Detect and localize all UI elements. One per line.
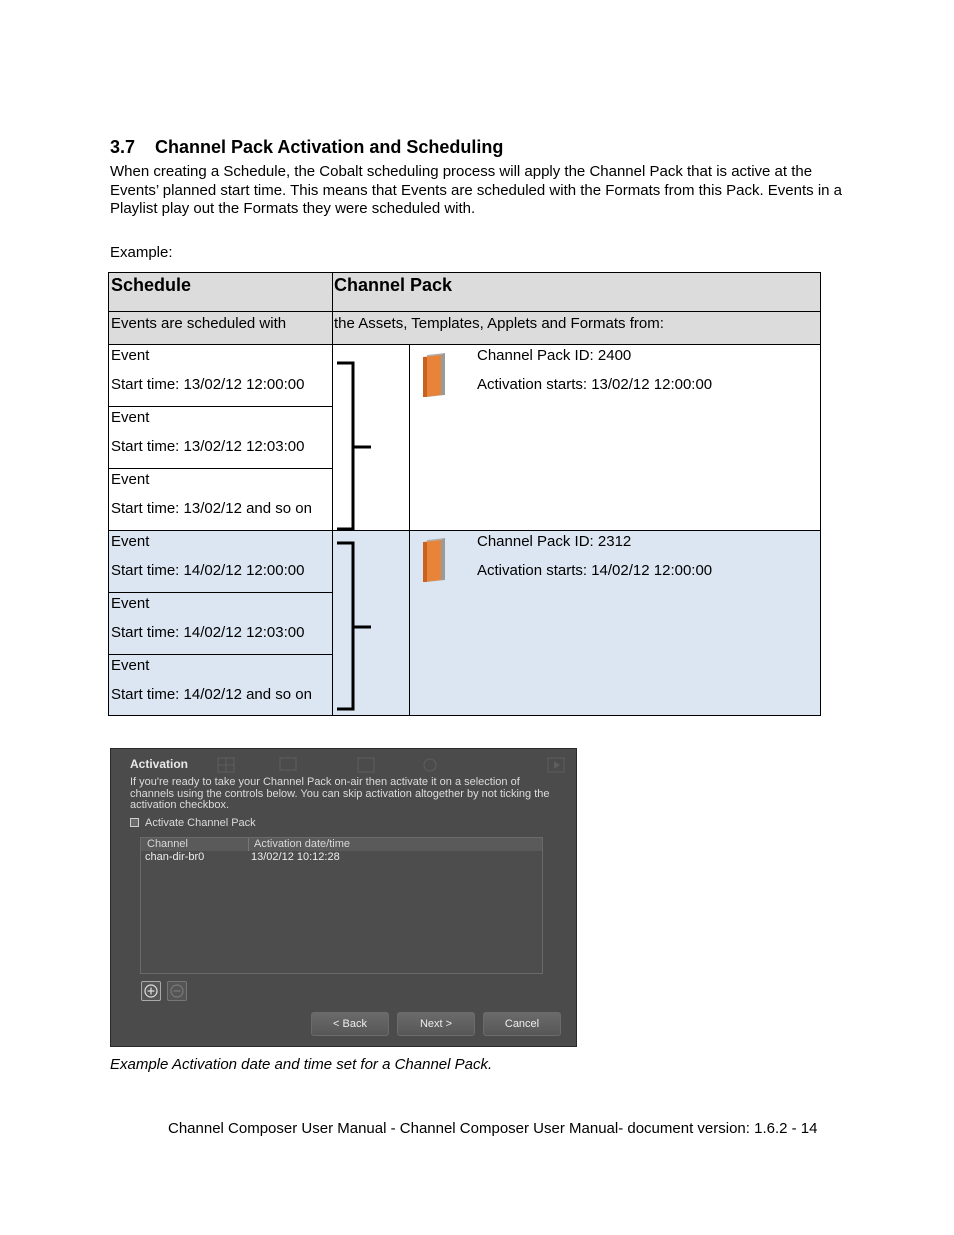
channel-pack-subheader: the Assets, Templates, Applets and Formats from: xyxy=(332,311,820,344)
figure-caption: Example Activation date and time set for a Channel Pack. xyxy=(110,1056,493,1073)
minus-circle-icon xyxy=(170,984,184,998)
column-header-channel[interactable]: Channel xyxy=(147,838,188,850)
column-header-activation[interactable]: Activation date/time xyxy=(254,838,350,850)
channel-activation-list[interactable] xyxy=(140,837,543,974)
row-activation-time: 13/02/12 10:12:28 xyxy=(251,851,340,863)
pack-activation: Activation starts: 14/02/12 12:00:00 xyxy=(477,562,713,579)
cancel-button[interactable]: Cancel xyxy=(483,1012,561,1036)
schedule-table xyxy=(108,272,821,716)
activate-checkbox-label: Activate Channel Pack xyxy=(145,817,256,829)
section-number: 3.7 xyxy=(110,137,136,157)
plus-circle-icon xyxy=(144,984,158,998)
channel-pack-icon xyxy=(419,351,449,399)
back-button[interactable]: < Back xyxy=(311,1012,389,1036)
event-cell: Event Start time: 13/02/12 12:03:00 xyxy=(111,409,305,455)
pack-id: Channel Pack ID: 2400 xyxy=(477,347,632,364)
intro-paragraph: When creating a Schedule, the Cobalt scheduling process will apply the Channel Pack that is active at the Events’ planned start time. This means that Events are scheduled with the Formats from this Pack. Events in a Playlist play out the Formats they were scheduled with. xyxy=(110,163,843,217)
pack-id: Channel Pack ID: 2312 xyxy=(477,533,632,550)
play-icon xyxy=(547,757,565,773)
remove-channel-button[interactable] xyxy=(167,981,187,1001)
event-cell: Event Start time: 14/02/12 12:03:00 xyxy=(111,595,305,641)
activate-checkbox[interactable] xyxy=(130,818,139,827)
pack-activation: Activation starts: 13/02/12 12:00:00 xyxy=(477,376,713,393)
screen-icon xyxy=(279,757,297,773)
activate-checkbox-row[interactable] xyxy=(130,817,256,829)
bracket-group-2 xyxy=(335,541,375,713)
grid-icon xyxy=(217,757,235,773)
next-button[interactable]: Next > xyxy=(397,1012,475,1036)
event-cell: Event Start time: 14/02/12 12:00:00 xyxy=(111,533,305,579)
row-channel: chan-dir-br0 xyxy=(145,851,205,863)
channel-pack-icon xyxy=(419,536,449,584)
event-cell: Event Start time: 13/02/12 and so on xyxy=(111,471,312,517)
refresh-icon xyxy=(421,757,439,773)
section-title: Channel Pack Activation and Scheduling xyxy=(155,137,504,157)
add-channel-button[interactable] xyxy=(141,981,161,1001)
bars-icon xyxy=(357,757,375,773)
schedule-header: Schedule xyxy=(109,273,332,311)
schedule-subheader: Events are scheduled with xyxy=(109,311,332,344)
dialog-title: Activation xyxy=(130,757,189,771)
page-footer: Channel Composer User Manual - Channel Composer User Manual- document version: 1.6.2 - 14 xyxy=(168,1120,818,1137)
section-heading xyxy=(110,137,503,158)
list-header xyxy=(141,838,542,851)
channel-pack-header: Channel Pack xyxy=(332,273,820,311)
bracket-group-1 xyxy=(335,361,375,533)
activation-dialog-screenshot xyxy=(110,748,577,1047)
event-cell: Event Start time: 14/02/12 and so on xyxy=(111,657,312,703)
event-cell: Event Start time: 13/02/12 12:00:00 xyxy=(111,347,305,393)
example-label: Example: xyxy=(110,244,173,261)
table-row[interactable] xyxy=(141,851,542,864)
dialog-description: If you're ready to take your Channel Pack on-air then activate it on a selection of channels using the controls below. You can skip activation altogether by not ticking the activation checkbox. xyxy=(130,776,550,811)
